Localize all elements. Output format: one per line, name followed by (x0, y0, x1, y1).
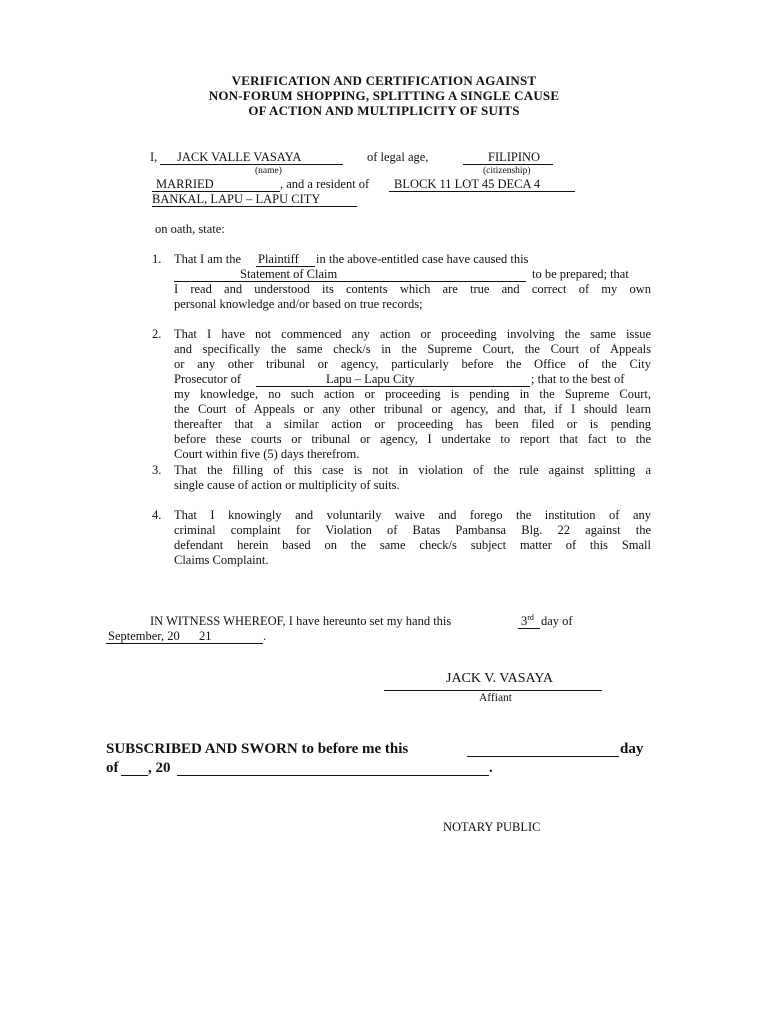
item-1-number: 1. (152, 252, 162, 266)
item-2-line-7: thereafter that a similar action or proceeding has been filed or is pending (174, 417, 651, 431)
item-4-number: 4. (152, 508, 162, 522)
jurat-day-blank (467, 756, 619, 757)
witness-day (521, 614, 534, 629)
item-2-city: Lapu – Lapu City (326, 372, 415, 386)
notary-public-label: NOTARY PUBLIC (443, 820, 541, 834)
item-2-line-5: my knowledge, no such action or proceeding is pending in the Supreme Court, (174, 387, 651, 401)
jurat-of-label: of (106, 760, 119, 776)
jurat-month-blank (121, 775, 148, 776)
item-4-line-3: defendant herein based on the same check/s subject matter of this Small (174, 538, 651, 552)
item-4-line-2: criminal complaint for Violation of Batas Pambansa Blg. 22 against the (174, 523, 651, 537)
item-3-line-1: That the filling of this case is not in violation of the rule against splitting a (174, 463, 651, 477)
witness-text: IN WITNESS WHEREOF, I have hereunto set my hand this (150, 614, 452, 628)
item-1-line-4: personal knowledge and/or based on true records; (174, 297, 423, 311)
item-3-number: 3. (152, 463, 162, 477)
witness-month: September, 20 (108, 629, 180, 643)
item-4-line-4: Claims Complaint. (174, 553, 269, 567)
witness-day-number: 3 (521, 614, 528, 628)
citizenship-value: FILIPINO (488, 150, 541, 164)
jurat-period: . (489, 760, 493, 776)
item-1-line-1-pre: That I am the (174, 252, 241, 266)
citizenship-caption: (citizenship) (483, 166, 531, 176)
signatory-name: JACK V. VASAYA (446, 671, 554, 686)
item-2-line-4-pre: Prosecutor of (174, 372, 241, 386)
i-label: I, (150, 150, 158, 164)
item-2-line-6: the Court of Appeals or any other tribunal or agency, and that, if I should learn (174, 402, 651, 416)
item-2-line-1: That I have not commenced any action or proceeding involving the same issue (174, 327, 651, 341)
item-2-number: 2. (152, 327, 162, 341)
item-3-line-2: single cause of action or multiplicity of suits. (174, 478, 400, 492)
civil-status: MARRIED (156, 177, 214, 191)
resident-text: , and a resident of (280, 177, 370, 191)
item-2-line-4-post: ; that to the best of (531, 372, 625, 386)
address-line-2: BANKAL, LAPU – LAPU CITY (152, 192, 321, 206)
document-title-line-3: OF ACTION AND MULTIPLICITY OF SUITS (248, 103, 520, 118)
item-1-line-1-post: in the above-entitled case have caused this (316, 252, 529, 266)
item-2-line-9: Court within five (5) days therefrom. (174, 447, 360, 461)
signatory-caption: Affiant (479, 692, 513, 704)
jurat-year-label: , 20 (148, 760, 171, 776)
item-2-line-8: before these courts or tribunal or agency, I undertake to report that fact to the (174, 432, 651, 446)
document-title-line-1: VERIFICATION AND CERTIFICATION AGAINST (231, 73, 537, 88)
witness-period: . (263, 629, 267, 643)
jurat-day-label: day (620, 741, 644, 757)
item-2-line-3: or any other tribunal or agency, particularly before the Office of the City (174, 357, 651, 371)
jurat-year-blank (177, 775, 489, 776)
legal-age-text: of legal age, (367, 150, 429, 164)
item-1-party: Plaintiff (258, 252, 299, 266)
witness-day-suffix: rd (527, 612, 534, 622)
affiant-name: JACK VALLE VASAYA (177, 150, 302, 164)
item-1-line-3: I read and understood its contents which are true and correct of my own (174, 282, 651, 296)
witness-day-of: day of (541, 614, 573, 628)
item-1-document: Statement of Claim (240, 267, 338, 281)
jurat-line-1: SUBSCRIBED AND SWORN to before me this (106, 741, 409, 757)
item-2-line-2: and specifically the same check/s in the Supreme Court, the Court of Appeals (174, 342, 651, 356)
item-1-line-2-post: to be prepared; that (532, 267, 629, 281)
oath-text: on oath, state: (155, 222, 225, 236)
item-4-line-1: That I knowingly and voluntarily waive and forego the institution of any (174, 508, 651, 522)
address-line-1: BLOCK 11 LOT 45 DECA 4 (394, 177, 541, 191)
document-title-line-2: NON-FORUM SHOPPING, SPLITTING A SINGLE CAUSE (208, 88, 560, 103)
name-caption: (name) (255, 166, 282, 176)
witness-year: 21 (199, 629, 212, 643)
